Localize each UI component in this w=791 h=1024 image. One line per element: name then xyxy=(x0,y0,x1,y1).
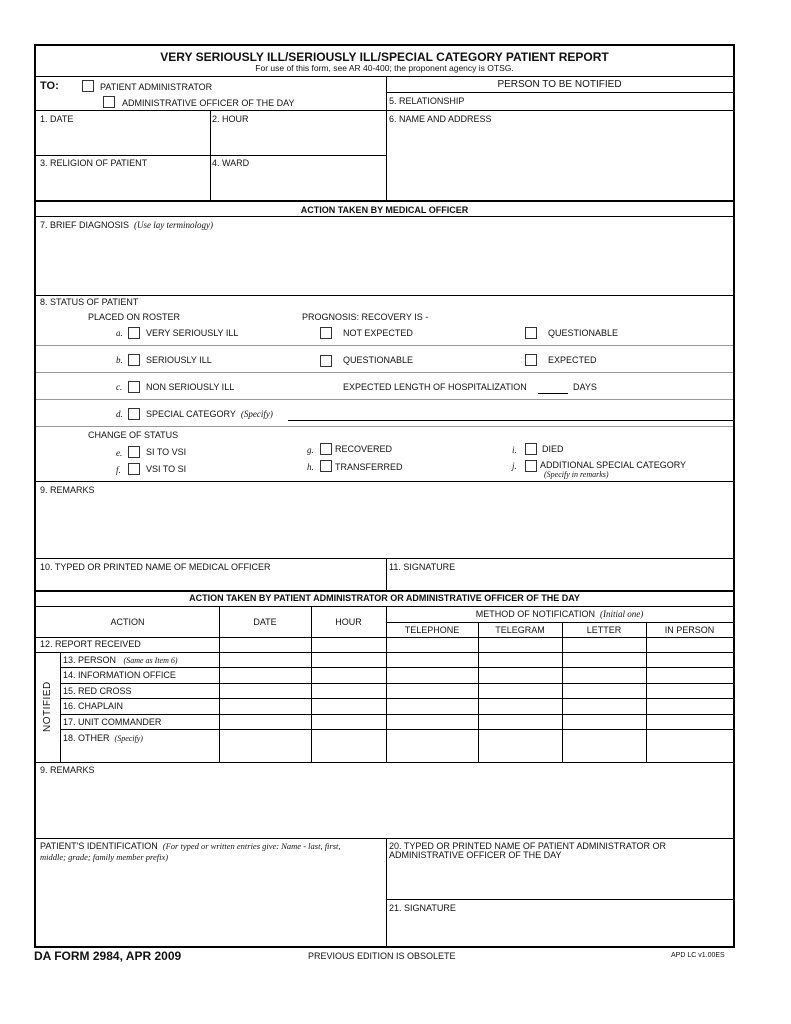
nsi-label: NON SERIOUSLY ILL xyxy=(146,382,235,392)
status-label: 8. STATUS OF PATIENT xyxy=(40,297,139,307)
transferred-checkbox[interactable] xyxy=(320,460,332,472)
red-cross-label: 15. RED CROSS xyxy=(63,686,132,696)
item-g-letter: g. xyxy=(307,445,314,455)
relationship-label: 5. RELATIONSHIP xyxy=(389,96,465,106)
person-notified-heading: PERSON TO BE NOTIFIED xyxy=(497,79,622,90)
item-f-letter: f. xyxy=(116,465,121,475)
date-field[interactable] xyxy=(40,128,205,152)
ward-field[interactable] xyxy=(214,172,382,196)
name-address-field[interactable] xyxy=(390,128,728,196)
diagnosis-field[interactable] xyxy=(40,234,728,294)
questionable-label-1: QUESTIONABLE xyxy=(548,328,619,338)
officer-signature-field[interactable] xyxy=(390,574,728,588)
medical-officer-heading: ACTION TAKEN BY MEDICAL OFFICER xyxy=(300,205,469,215)
version-label: APD LC v1.00ES xyxy=(671,952,725,959)
col-hour: HOUR xyxy=(335,617,362,627)
officer-name-field[interactable] xyxy=(40,574,382,588)
special-category-checkbox[interactable] xyxy=(128,408,140,420)
patient-id-note-1: (For typed or written entries give: Name - last, first, xyxy=(162,841,341,851)
vsi-to-si-checkbox[interactable] xyxy=(128,463,140,475)
col-date: DATE xyxy=(253,617,277,627)
hour-label: 2. HOUR xyxy=(212,114,249,124)
additional-category-checkbox[interactable] xyxy=(525,460,537,472)
nsi-checkbox[interactable] xyxy=(128,381,140,393)
admin-signature-label: 21. SIGNATURE xyxy=(389,903,456,913)
col-method-note: (Initial one) xyxy=(600,609,644,619)
diagnosis-note: (Use lay terminology) xyxy=(134,220,214,230)
died-checkbox[interactable] xyxy=(525,443,537,455)
admin-officer-checkbox[interactable] xyxy=(103,96,115,108)
col-telephone: TELEPHONE xyxy=(404,625,460,635)
patient-report-form xyxy=(34,44,735,948)
admin-signature-field[interactable] xyxy=(390,916,728,944)
si-checkbox[interactable] xyxy=(128,354,140,366)
officer-name-label: 10. TYPED OR PRINTED NAME OF MEDICAL OFFICER xyxy=(40,562,271,572)
hour-field[interactable] xyxy=(214,128,382,152)
questionable-checkbox-1[interactable] xyxy=(525,327,537,339)
remarks-label-1: 9. REMARKS xyxy=(40,485,95,495)
days-label: DAYS xyxy=(573,382,597,392)
form-number: DA FORM 2984, APR 2009 xyxy=(34,949,182,963)
unit-commander-label: 17. UNIT COMMANDER xyxy=(63,717,162,727)
form-title: VERY SERIOUSLY ILL/SERIOUSLY ILL/SPECIAL CATEGORY PATIENT REPORT xyxy=(160,50,609,64)
admin-name-label-2: ADMINISTRATIVE OFFICER OF THE DAY xyxy=(389,850,562,860)
form-subtitle: For use of this form, see AR 40-400; the proponent agency is OTSG. xyxy=(255,63,514,73)
si-label: SERIOUSLY ILL xyxy=(146,355,212,365)
chaplain-label: 16. CHAPLAIN xyxy=(63,701,124,711)
person-note: (Same as Item 6) xyxy=(123,656,178,665)
patient-id-field[interactable] xyxy=(40,868,382,944)
patient-id-note-2: middle; grade; family member prefix) xyxy=(40,852,169,862)
col-telegram: TELEGRAM xyxy=(495,625,545,635)
date-label: 1. DATE xyxy=(40,114,74,124)
admin-heading: ACTION TAKEN BY PATIENT ADMINISTRATOR OR ADMINISTRATIVE OFFICER OF THE DAY xyxy=(189,593,580,603)
si-to-vsi-label: SI TO VSI xyxy=(146,447,187,457)
length-field[interactable] xyxy=(538,380,568,394)
specify-note: (Specify) xyxy=(240,409,273,419)
obsolete-notice: PREVIOUS EDITION IS OBSOLETE xyxy=(308,951,456,961)
relationship-field[interactable] xyxy=(506,94,726,108)
other-note: (Specify) xyxy=(114,734,143,743)
remarks-field-1[interactable] xyxy=(40,499,728,557)
item-i-letter: i. xyxy=(512,445,517,455)
placed-on-roster-label: PLACED ON ROSTER xyxy=(88,312,181,322)
diagnosis-label: 7. BRIEF DIAGNOSIS (Use lay terminology) xyxy=(40,220,214,230)
col-letter: LETTER xyxy=(586,625,622,635)
item-c-letter: c. xyxy=(116,382,123,392)
recovered-label: RECOVERED xyxy=(335,444,393,454)
item-a-letter: a. xyxy=(116,328,123,338)
died-label: DIED xyxy=(542,444,564,454)
vsi-checkbox[interactable] xyxy=(128,327,140,339)
questionable-checkbox-2[interactable] xyxy=(320,355,332,367)
item-h-letter: h. xyxy=(307,462,314,472)
recovered-checkbox[interactable] xyxy=(320,443,332,455)
item-e-letter: e. xyxy=(116,448,123,458)
officer-signature-label: 11. SIGNATURE xyxy=(389,562,456,572)
admin-name-field[interactable] xyxy=(390,864,728,894)
information-office-label: 14. INFORMATION OFFICE xyxy=(63,670,176,680)
admin-officer-label: ADMINISTRATIVE OFFICER OF THE DAY xyxy=(122,98,295,108)
si-to-vsi-checkbox[interactable] xyxy=(128,446,140,458)
prognosis-label: PROGNOSIS: RECOVERY IS - xyxy=(302,312,429,322)
change-status-label: CHANGE OF STATUS xyxy=(88,430,179,440)
specify-remarks-note: (Specify in remarks) xyxy=(544,470,609,479)
item-j-letter: j. xyxy=(512,461,517,471)
col-action: ACTION xyxy=(110,617,145,627)
report-received-label: 12. REPORT RECEIVED xyxy=(40,639,141,649)
religion-field[interactable] xyxy=(40,172,205,196)
ward-label: 4. WARD xyxy=(212,158,250,168)
notified-label: NOTIFIED xyxy=(42,681,53,732)
religion-label: 3. RELIGION OF PATIENT xyxy=(40,158,148,168)
item-d-letter: d. xyxy=(116,409,123,419)
admin-name-label-1: 20. TYPED OR PRINTED NAME OF PATIENT ADMINISTRATOR OR xyxy=(389,841,667,851)
special-category-field[interactable] xyxy=(288,407,733,421)
expected-checkbox[interactable] xyxy=(525,354,537,366)
patient-id-label: PATIENT'S IDENTIFICATION (For typed or written entries give: Name - last, first, xyxy=(40,841,341,851)
to-label: TO: xyxy=(40,80,59,92)
questionable-label-2: QUESTIONABLE xyxy=(343,355,414,365)
remarks-label-2: 9. REMARKS xyxy=(40,765,95,775)
not-expected-checkbox[interactable] xyxy=(320,327,332,339)
col-method: METHOD OF NOTIFICATION (Initial one) xyxy=(475,609,644,619)
patient-administrator-label: PATIENT ADMINISTRATOR xyxy=(100,82,213,92)
special-category-label: SPECIAL CATEGORY (Specify) xyxy=(146,409,273,419)
remarks-field-2[interactable] xyxy=(40,779,728,835)
col-in-person: IN PERSON xyxy=(664,625,715,635)
additional-category-label: ADDITIONAL SPECIAL CATEGORY xyxy=(540,460,687,470)
other-label: 18. OTHER (Specify) xyxy=(63,733,143,743)
person-label: 13. PERSON (Same as Item 6) xyxy=(63,655,178,665)
length-label: EXPECTED LENGTH OF HOSPITALIZATION xyxy=(343,382,527,392)
name-address-label: 6. NAME AND ADDRESS xyxy=(389,114,492,124)
expected-label: EXPECTED xyxy=(548,355,597,365)
vsi-to-si-label: VSI TO SI xyxy=(146,464,187,474)
vsi-label: VERY SERIOUSLY ILL xyxy=(146,328,239,338)
patient-administrator-checkbox[interactable] xyxy=(82,80,94,92)
item-b-letter: b. xyxy=(116,355,123,365)
not-expected-label: NOT EXPECTED xyxy=(343,328,413,338)
transferred-label: TRANSFERRED xyxy=(335,462,403,472)
